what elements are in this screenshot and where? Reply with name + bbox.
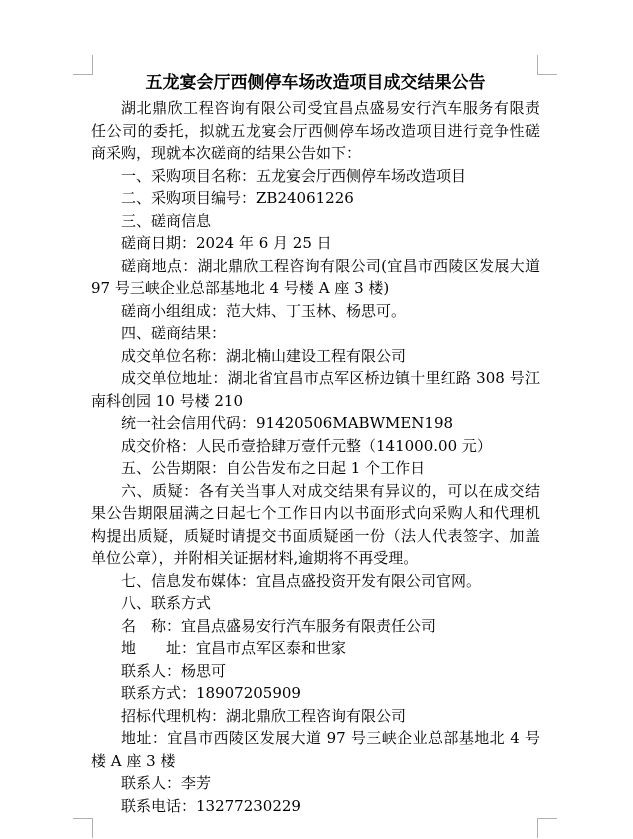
paragraph: 六、质疑：各有关当事人对成交结果有异议的，可以在成交结果公告期限届满之日起七个工作日内以书面形式向采购人和代理机构提出质疑，质疑时请提交书面质疑函一份（法人代表签字、加盖单位公章），并附相关证据材料,逾期将不再受理。 xyxy=(91,481,540,567)
paragraph: 联系电话：13277230229 xyxy=(121,796,301,815)
crop-mark-bottom-right-icon xyxy=(537,818,557,838)
document-body xyxy=(91,97,540,817)
document-content xyxy=(91,69,540,817)
paragraph: 一、采购项目名称：五龙宴会厅西侧停车场改造项目 xyxy=(121,166,467,185)
paragraph: 五、公告期限：自公告发布之日起 1 个工作日 xyxy=(121,459,426,477)
paragraph: 地址：宜昌市西陵区发展大道 97 号三峡企业总部基地北 4 号楼 A 座 3 楼 xyxy=(91,729,540,770)
paragraph: 联系人：李芳 xyxy=(121,774,212,792)
page-title: 五龙宴会厅西侧停车场改造项目成交结果公告 xyxy=(145,73,486,93)
crop-mark-top-right-icon xyxy=(537,55,557,75)
paragraph: 统一社会信用代码：91420506MABWMEN198 xyxy=(121,414,454,432)
paragraph: 地 址：宜昌市点军区泰和世家 xyxy=(121,639,347,657)
paragraph: 二、采购项目编号：ZB24061226 xyxy=(121,189,354,207)
paragraph: 八、联系方式 xyxy=(121,594,212,612)
crop-mark-bottom-left-icon xyxy=(73,818,93,838)
crop-mark-top-left-icon xyxy=(73,55,93,75)
paragraph: 磋商小组组成：范大炜、丁玉林、杨思可。 xyxy=(121,301,407,320)
paragraph: 联系方式：18907205909 xyxy=(121,684,301,702)
paragraph: 招标代理机构：湖北鼎欣工程咨询有限公司 xyxy=(121,706,407,725)
paragraph: 磋商地点：湖北鼎欣工程咨询有限公司(宜昌市西陵区发展大道 97 号三峡企业总部基地北 4 号楼 A 座 3 楼) xyxy=(91,256,540,297)
paragraph: 名 称：宜昌点盛易安行汽车服务有限责任公司 xyxy=(121,616,437,635)
paragraph: 磋商日期：2024 年 6 月 25 日 xyxy=(121,234,332,252)
paragraph: 联系人：杨思可 xyxy=(121,661,227,680)
paragraph: 成交价格：人民币壹拾肆万壹仟元整（141000.00 元） xyxy=(121,436,492,455)
paragraph: 四、磋商结果： xyxy=(121,324,227,342)
paragraph: 七、信息发布媒体：宜昌点盛投资开发有限公司官网。 xyxy=(121,571,482,590)
paragraph: 湖北鼎欣工程咨询有限公司受宜昌点盛易安行汽车服务有限责任公司的委托，拟就五龙宴会厅西侧停车场改造项目进行竞争性磋商采购，现就本次磋商的结果公告如下： xyxy=(91,99,540,162)
paragraph: 三、磋商信息 xyxy=(121,211,212,230)
paragraph: 成交单位地址：湖北省宜昌市点军区桥边镇十里红路 308 号江南科创园 10 号楼 210 xyxy=(91,369,540,410)
paragraph: 成交单位名称：湖北楠山建设工程有限公司 xyxy=(121,346,407,365)
